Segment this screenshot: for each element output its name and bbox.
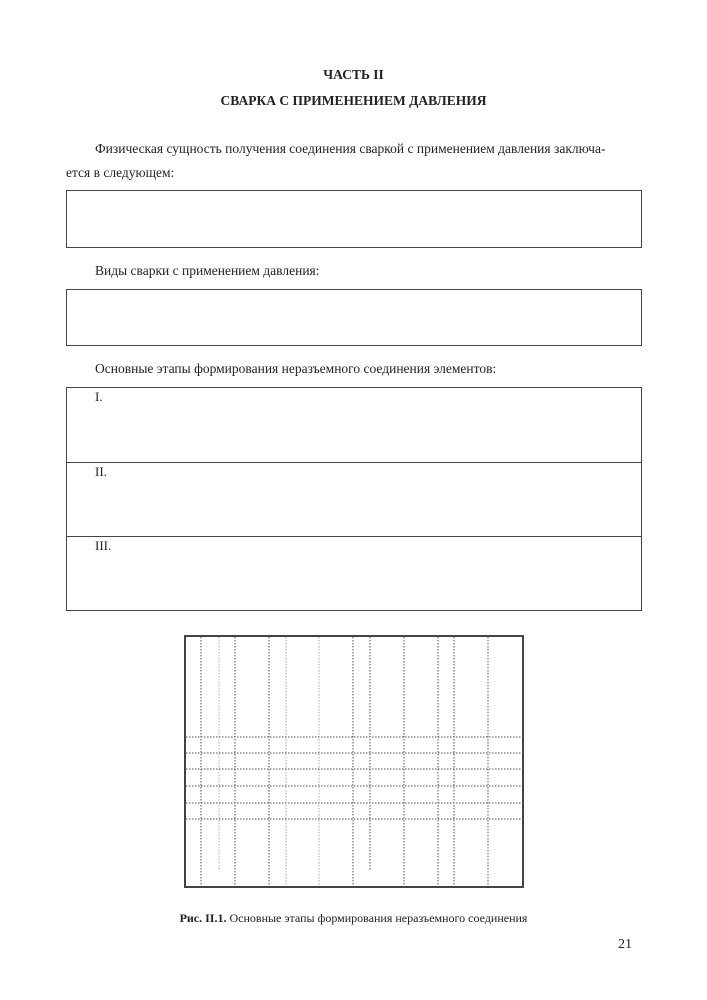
stage-3-label: III.	[95, 538, 112, 553]
question-1-line-2: ется в следующем:	[66, 165, 175, 180]
question-1-line-1: Физическая сущность получения соединения сваркой с применением давления заключа-	[95, 141, 606, 156]
stage-2-field[interactable]	[67, 462, 641, 537]
answer-box-1[interactable]	[66, 190, 642, 248]
stage-2-label: II.	[95, 464, 107, 479]
stages-table	[66, 387, 642, 611]
answer-box-2[interactable]	[66, 289, 642, 346]
section-title: СВАРКА С ПРИМЕНЕНИЕМ ДАВЛЕНИЯ	[220, 93, 487, 108]
page-number: 21	[618, 937, 632, 952]
figure-caption	[0, 911, 707, 926]
question-2: Виды сварки с применением давления:	[95, 263, 320, 278]
figure-drawing-area[interactable]	[184, 635, 524, 888]
stage-1-label: I.	[95, 389, 103, 404]
figure-grid	[186, 637, 522, 886]
stage-1-field[interactable]	[67, 388, 641, 462]
figure-caption-text: Основные этапы формирования неразъемного соединения	[226, 911, 528, 925]
stage-3-field[interactable]	[67, 536, 641, 611]
figure-caption-label: Рис. II.1.	[179, 911, 227, 925]
part-heading: ЧАСТЬ II	[323, 67, 384, 82]
question-3: Основные этапы формирования неразъемного соединения элементов:	[95, 361, 497, 376]
